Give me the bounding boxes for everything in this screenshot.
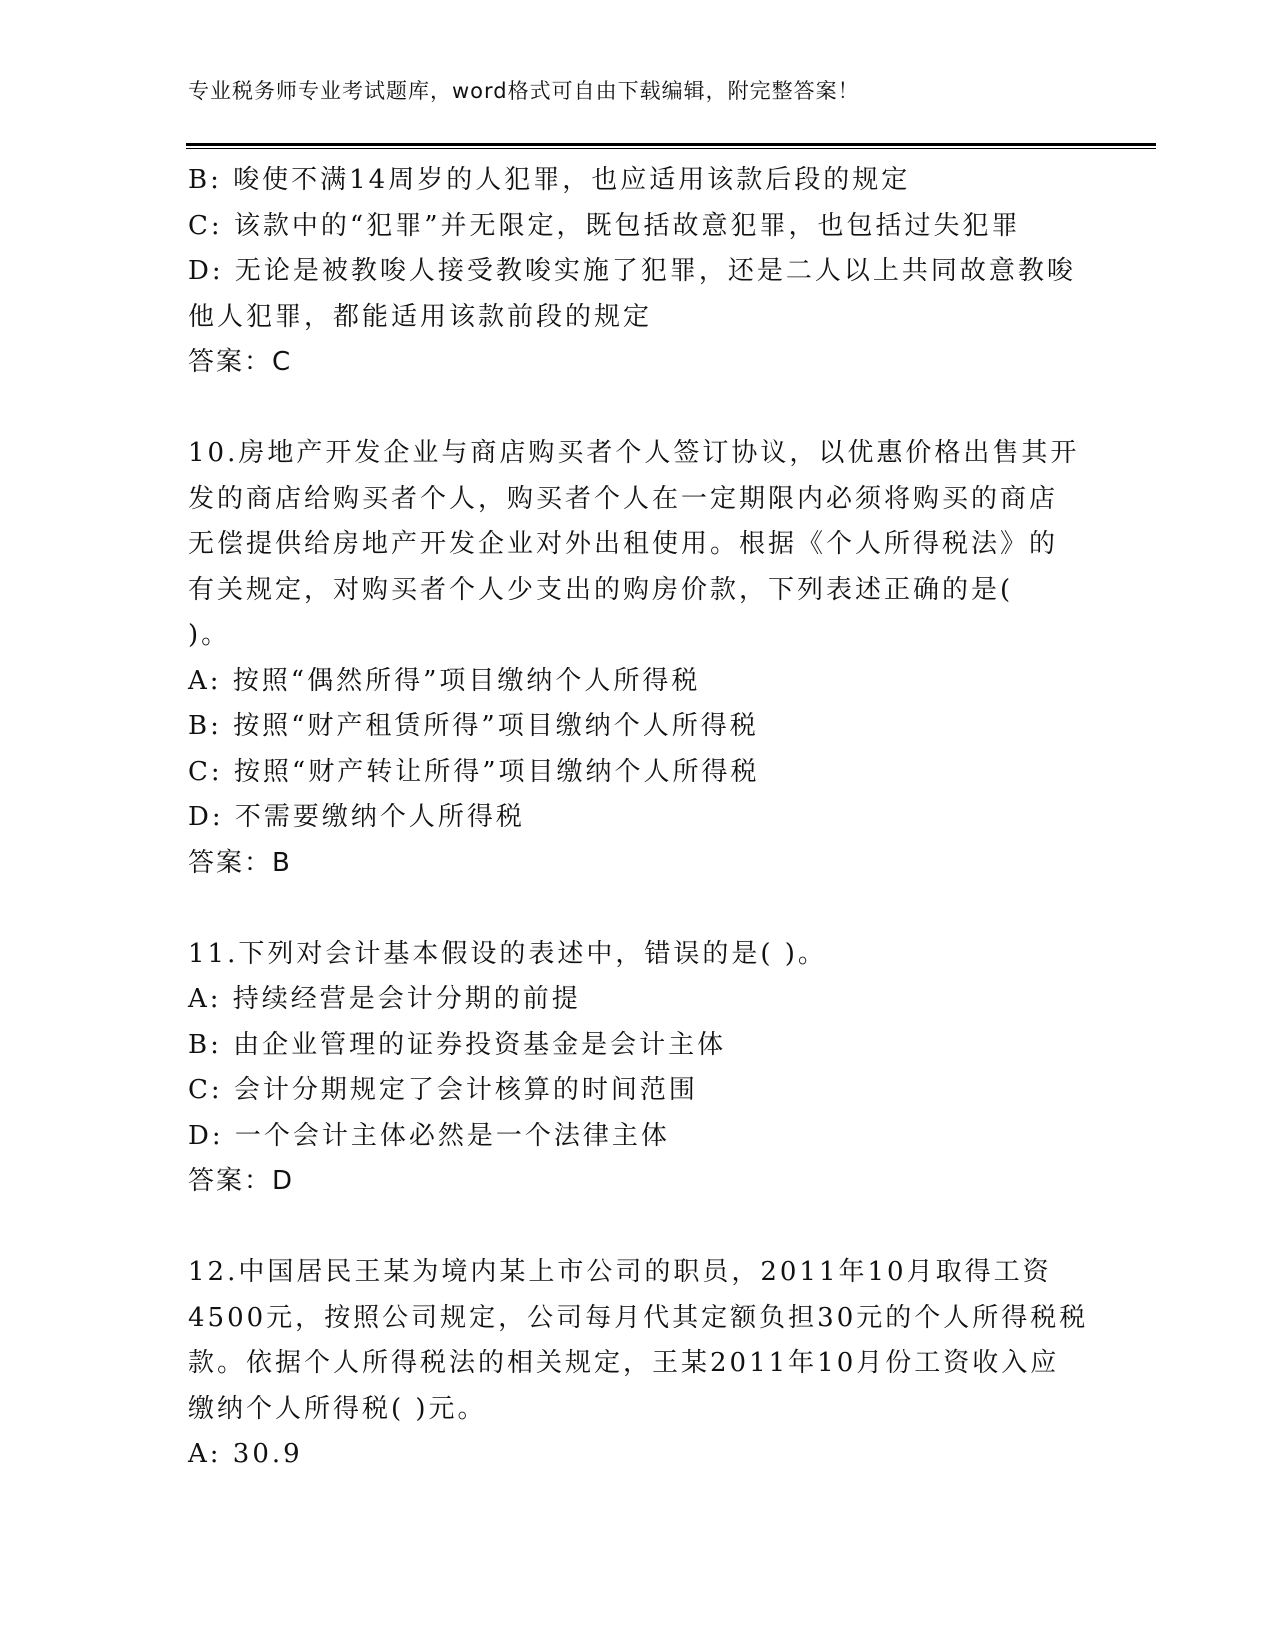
header-divider-thick [186,143,1156,146]
q10-option-a: A: 按照“偶然所得”项目缴纳个人所得税 [188,665,701,696]
q11-option-c: C: 会计分期规定了会计核算的时间范围 [188,1075,698,1105]
spacer [188,386,1088,432]
q10-option-d: D: 不需要缴纳个人所得税 [188,802,525,832]
q12-stem-line2: 4500元，按照公司规定，公司每月代其定额负担30元的个人所得税税 [188,1302,1089,1333]
q10-stem-line2: 发的商店给购买者个人，购买者个人在一定期限内必须将购买的商店 [188,483,1059,514]
q10-stem-line4: 有关规定，对购买者个人少支出的购房价款，下列表述正确的是( [188,574,1014,605]
q11-option-b: B: 由企业管理的证券投资基金是会计主体 [188,1029,727,1060]
q10-answer: 答案：B [188,847,292,878]
q10-stem-line5: )。 [188,620,231,650]
q12-option-a: A: 30.9 [188,1439,303,1469]
page-header: 专业税务师专业考试题库，word格式可自由下载编辑，附完整答案！ [188,79,860,103]
q11-answer: 答案：D [188,1166,295,1196]
q9-option-d-line2: 他人犯罪，都能适用该款前段的规定 [188,301,653,332]
q12-stem-line1: 12.中国居民王某为境内某上市公司的职员，2011年10月取得工资 [188,1257,1052,1287]
spacer [188,886,1088,932]
q12-stem-line3: 款。依据个人所得税法的相关规定，王某2011年10月份工资收入应 [188,1348,1060,1378]
q9-option-d-line1: D: 无论是被教唆人接受教唆实施了犯罪，还是二人以上共同故意教唆 [188,256,1076,286]
q11-option-a: A: 持续经营是会计分期的前提 [188,984,581,1014]
q10-option-c: C: 按照“财产转让所得”项目缴纳个人所得税 [188,756,760,787]
q9-option-b: B: 唆使不满14周岁的人犯罪，也应适用该款后段的规定 [188,165,911,195]
q10-stem-line3: 无偿提供给房地产开发企业对外出租使用。根据《个人所得税法》的 [188,529,1059,559]
spacer [188,1205,1088,1251]
q9-option-c: C: 该款中的“犯罪”并无限定，既包括故意犯罪，也包括过失犯罪 [188,210,1021,241]
q12-stem-line4: 缴纳个人所得税( )元。 [188,1393,487,1424]
question-content [188,158,1088,1478]
q10-option-b: B: 按照“财产租赁所得”项目缴纳个人所得税 [188,711,759,741]
q11-stem-line1: 11.下列对会计基本假设的表述中，错误的是( )。 [188,938,827,969]
q10-stem-line1: 10.房地产开发企业与商店购买者个人签订协议，以优惠价格出售其开 [188,438,1080,468]
q11-option-d: D: 一个会计主体必然是一个法律主体 [188,1120,670,1151]
header-divider-thin [186,148,1156,149]
q9-answer: 答案：C [188,347,293,377]
